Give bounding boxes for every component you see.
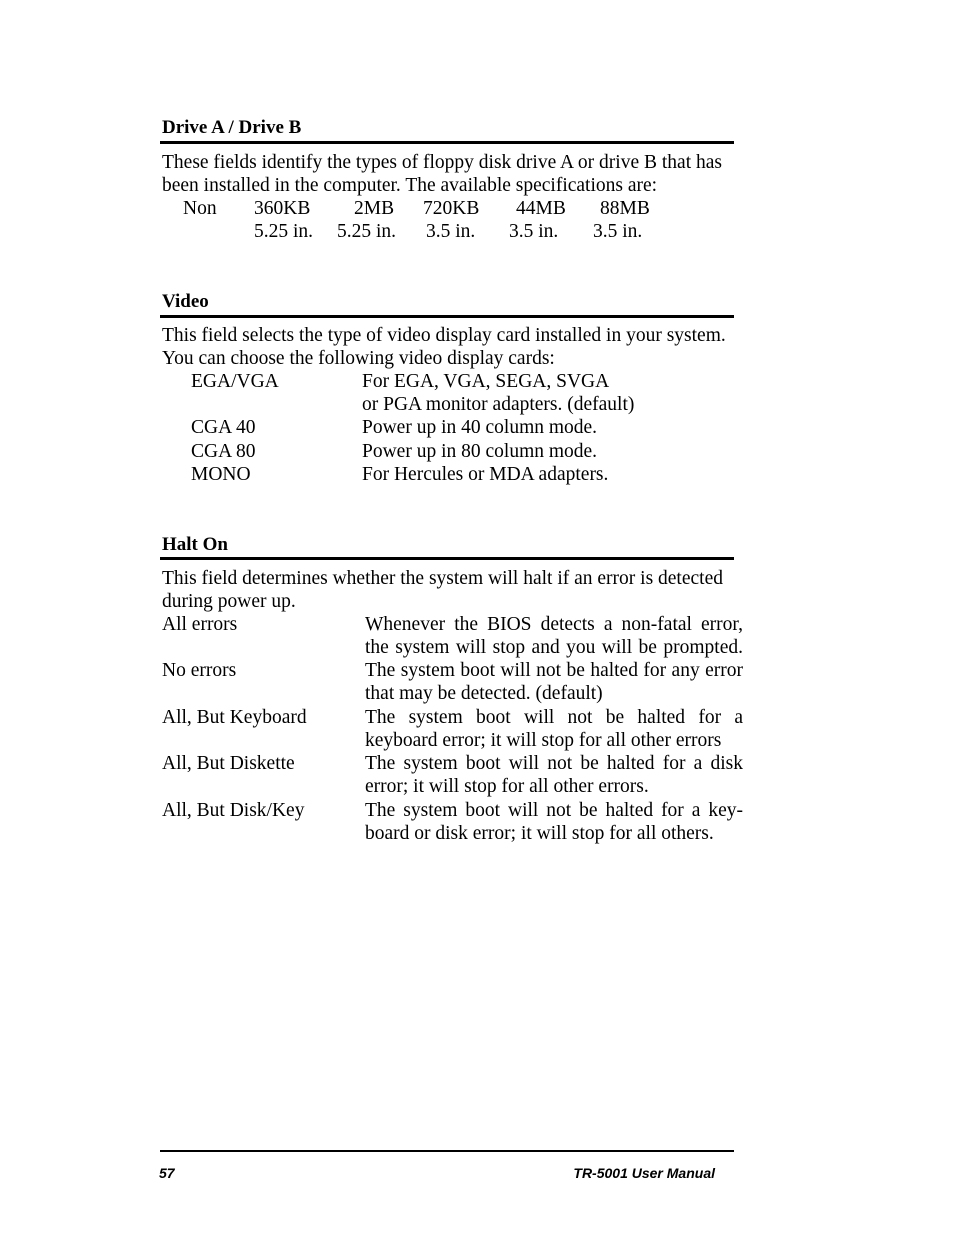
- video-option-desc: Power up in 40 column mode.: [362, 417, 598, 438]
- video-option-name: CGA 80: [191, 441, 256, 462]
- video-option-desc: For Hercules or MDA adapters.: [362, 464, 609, 485]
- video-option-name: MONO: [191, 464, 251, 485]
- drive-intro-line-2: been installed in the computer. The available specifications are:: [162, 175, 658, 196]
- halt-option-desc: The system boot will not be halted for a disk: [365, 753, 743, 774]
- video-intro-line-2: You can choose the following video display cards:: [162, 348, 555, 369]
- drive-option-label: 720KB: [423, 198, 480, 219]
- halt-intro-line-2: during power up.: [162, 591, 296, 612]
- halt-option-desc: The system boot will not be halted for a: [365, 707, 743, 728]
- drive-intro-line-1: These fields identify the types of floppy disk drive A or drive B that has: [162, 152, 722, 173]
- video-option-desc: Power up in 80 column mode.: [362, 441, 598, 462]
- video-option-desc: or PGA monitor adapters. (default): [362, 394, 635, 415]
- halt-option-name: No errors: [162, 660, 237, 681]
- page-number: 57: [159, 1165, 175, 1181]
- halt-option-desc: board or disk error; it will stop for all others.: [365, 823, 714, 844]
- video-intro-line-1: This field selects the type of video display card installed in your system.: [162, 325, 726, 346]
- section-rule-drive: [160, 141, 734, 144]
- halt-option-desc: The system boot will not be halted for a key-: [365, 800, 743, 821]
- section-rule-halt: [160, 557, 734, 560]
- drive-option-size: 3.5 in.: [509, 221, 559, 242]
- drive-option-size: 5.25 in.: [337, 221, 397, 242]
- footer-rule: [160, 1150, 734, 1152]
- halt-option-desc: The system boot will not be halted for any error: [365, 660, 743, 681]
- video-option-name: CGA 40: [191, 417, 256, 438]
- halt-option-desc: the system will stop and you will be prompted.: [365, 637, 743, 658]
- drive-option-label: 88MB: [600, 198, 650, 219]
- drive-option-label: 360KB: [254, 198, 311, 219]
- halt-option-desc: error; it will stop for all other errors.: [365, 776, 649, 797]
- section-heading-drive: Drive A / Drive B: [162, 117, 302, 138]
- video-option-name: EGA/VGA: [191, 371, 279, 392]
- drive-option-label: 44MB: [516, 198, 566, 219]
- manual-title: TR-5001 User Manual: [573, 1165, 715, 1181]
- section-heading-video: Video: [162, 291, 209, 312]
- halt-option-desc: keyboard error; it will stop for all other errors: [365, 730, 722, 751]
- halt-option-desc: that may be detected. (default): [365, 683, 603, 704]
- halt-option-desc: Whenever the BIOS detects a non-fatal error,: [365, 614, 743, 635]
- section-rule-video: [160, 315, 734, 318]
- halt-intro-line-1: This field determines whether the system will halt if an error is detected: [162, 568, 723, 589]
- drive-option-label: Non: [183, 198, 217, 219]
- video-option-desc: For EGA, VGA, SEGA, SVGA: [362, 371, 610, 392]
- halt-option-name: All, But Disk/Key: [162, 800, 305, 821]
- drive-option-size: 5.25 in.: [254, 221, 314, 242]
- halt-option-name: All, But Keyboard: [162, 707, 307, 728]
- drive-option-size: 3.5 in.: [426, 221, 476, 242]
- section-heading-halt: Halt On: [162, 534, 228, 555]
- drive-option-label: 2MB: [354, 198, 395, 219]
- drive-option-size: 3.5 in.: [593, 221, 643, 242]
- halt-option-name: All, But Diskette: [162, 753, 295, 774]
- halt-option-name: All errors: [162, 614, 238, 635]
